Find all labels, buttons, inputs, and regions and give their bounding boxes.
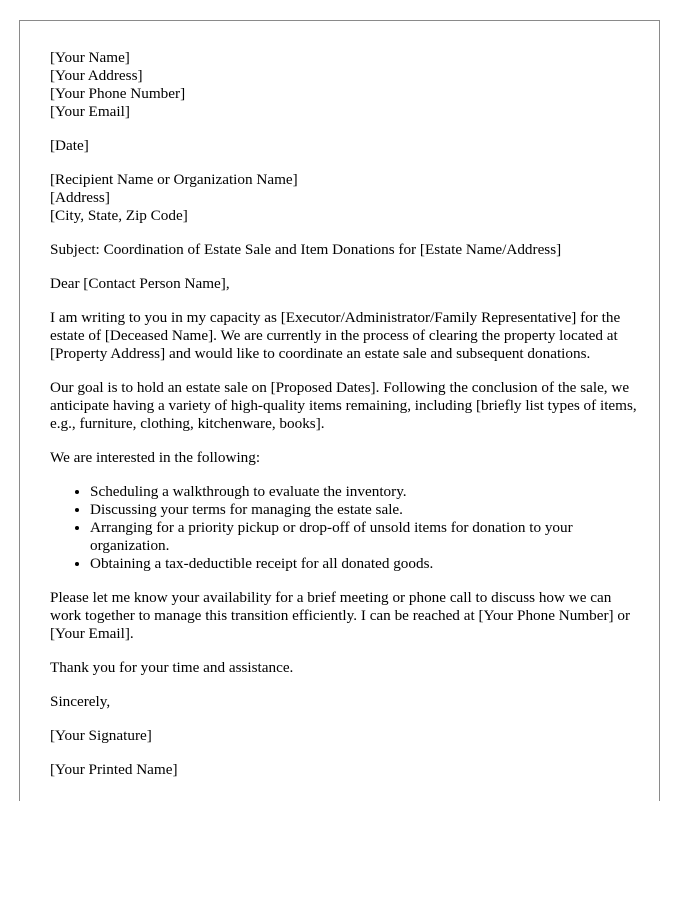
body-paragraph-availability: Please let me know your availability for a brief meeting or phone call to discuss how we can work together to manage this transition efficiently. I can be reached at [Your Phone Number] or [Your Email]. bbox=[50, 589, 631, 642]
list-item: • Discussing your terms for managing the estate sale. bbox=[90, 501, 640, 519]
body-paragraph-thanks: Thank you for your time and assistance. bbox=[50, 659, 294, 676]
body-paragraph-goal: Our goal is to hold an estate sale on [Proposed Dates]. Following the conclusion of the sale, we anticipate having a variety of high-quality items remaining, including [briefly list types of items, e.g., furniture, clothing, kitchenware, books]. bbox=[50, 379, 637, 432]
sender-name: [Your Name] bbox=[50, 49, 130, 66]
letter-salutation: Dear [Contact Person Name], bbox=[50, 275, 230, 292]
signature-placeholder: [Your Signature] bbox=[50, 727, 152, 744]
recipient-block bbox=[50, 171, 640, 225]
sender-phone: [Your Phone Number] bbox=[50, 85, 186, 102]
recipient-city-state-zip: [City, State, Zip Code] bbox=[50, 207, 188, 224]
letter-subject: Subject: Coordination of Estate Sale and Item Donations for [Estate Name/Address] bbox=[50, 241, 562, 258]
sender-address: [Your Address] bbox=[50, 67, 143, 84]
sign-off: Sincerely, bbox=[50, 693, 111, 710]
recipient-address: [Address] bbox=[50, 189, 110, 206]
printed-name: [Your Printed Name] bbox=[50, 761, 178, 778]
sender-email: [Your Email] bbox=[50, 103, 130, 120]
letter-content bbox=[50, 49, 640, 795]
interests-list bbox=[50, 483, 640, 573]
list-item: • Scheduling a walkthrough to evaluate the inventory. bbox=[90, 483, 640, 501]
sender-block bbox=[50, 49, 640, 121]
list-item: • Obtaining a tax-deductible receipt for all donated goods. bbox=[90, 555, 640, 573]
letter-date: [Date] bbox=[50, 137, 89, 154]
body-paragraph-intro: I am writing to you in my capacity as [Executor/Administrator/Family Representative] for the estate of [Deceased Name]. We are currently in the process of clearing the property located at [Property Address] and would like to coordinate an estate sale and subsequent donations. bbox=[50, 309, 621, 362]
recipient-name: [Recipient Name or Organization Name] bbox=[50, 171, 298, 188]
list-item: • Arranging for a priority pickup or drop-off of unsold items for donation to your organization. bbox=[90, 519, 640, 555]
letter-page bbox=[19, 20, 660, 801]
body-paragraph-interests-lead: We are interested in the following: bbox=[50, 449, 261, 466]
